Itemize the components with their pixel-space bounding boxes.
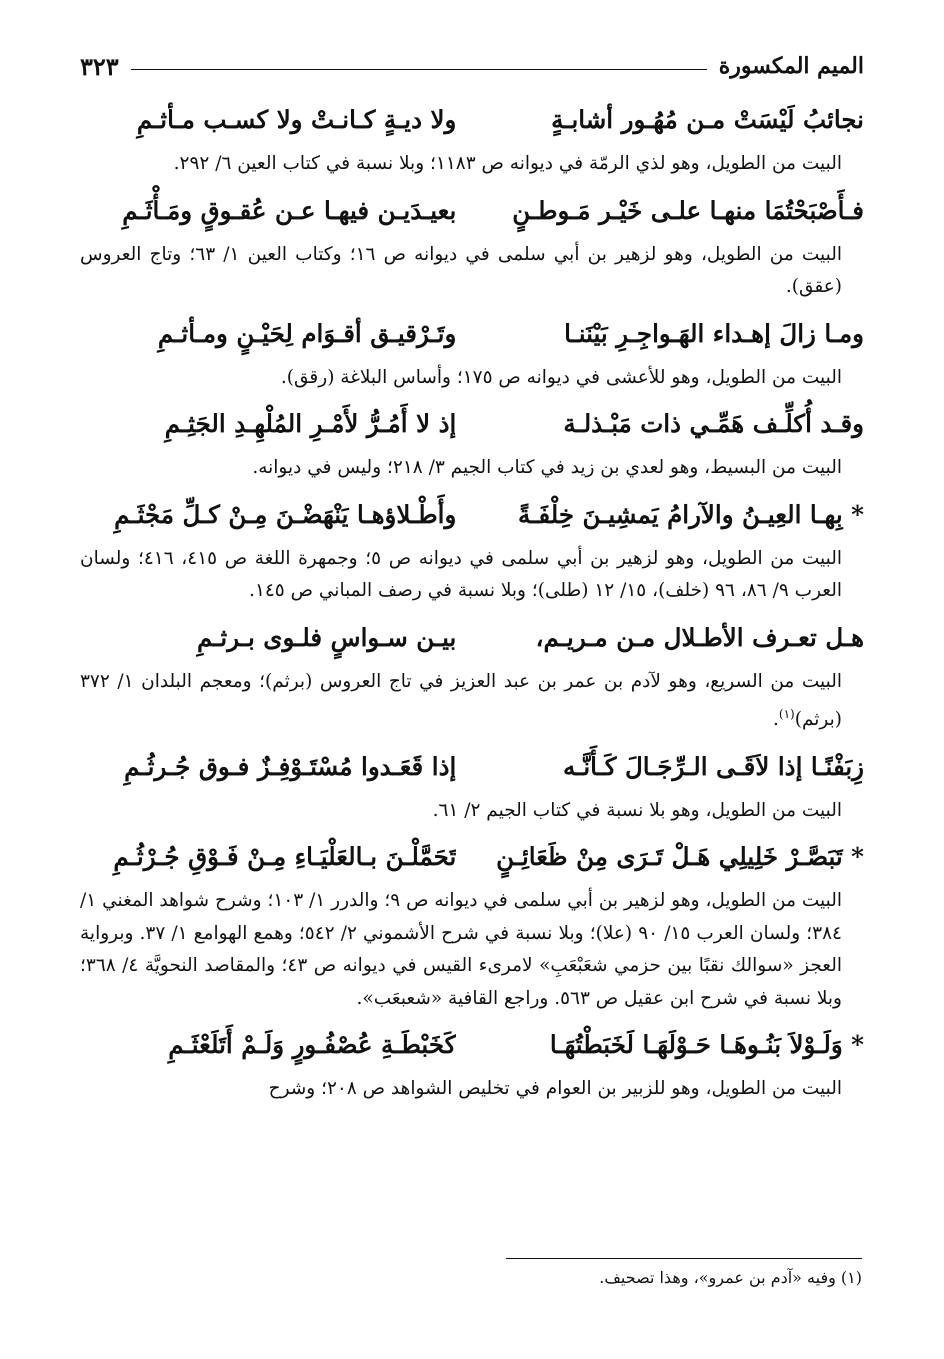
- page-body: [80, 92, 864, 1108]
- verse-second-hemistich: بيـن سـواسٍ فلـوى بـرثـمِ: [196, 622, 457, 652]
- verse-first-hemistich: هـل تعـرف الأطـلال مـن مـريـم،: [535, 622, 864, 652]
- entry-5: [80, 487, 864, 608]
- verse-first-hemistich: زِبَفْنًـا إذا لاَقَـى الـرِّجَـالَ كَـأَنَّـه: [563, 751, 864, 781]
- entry-1: [80, 92, 864, 181]
- verse: [80, 829, 864, 885]
- verse-commentary: [80, 666, 864, 737]
- verse-second-hemistich: كَخَبْطَـةِ عُصْفُـورٍ وَلَـمْ أَتَلَعْثَـمِ: [168, 1030, 457, 1060]
- verse: [80, 396, 864, 452]
- entry-3: [80, 306, 864, 395]
- chapter-title: الميم المكسورة: [718, 53, 864, 79]
- verse-second-hemistich: إذا قَعَـدوا مُسْتَـوْفِـزٌ فـوق جُـرثُـمِ: [124, 751, 457, 781]
- verse-first-hemistich: * تَبَصَّـرْ خَلِيلِي هَـلْ تَـرَى مِنْ ظَعَائِـنٍ: [496, 842, 864, 872]
- verse-second-hemistich: إذ لا أَمُـرُّ لأَمْـرِ المُلْهِـدِ الجَثِـمِ: [164, 409, 457, 438]
- entry-2: [80, 183, 864, 304]
- verse-commentary: البيت من الطويل، وهو لزهير بن أبي سلمى في ديوانه ص ٩؛ والدرر ١/ ١٠٣؛ وشرح شواهد المغني ١/ ٣٨٤؛ ولسان العرب ١٥/ ٩٠ (علا)؛ وبلا نسبة في شرح الأشموني ٢/ ٥٤٢؛ وهمع الهوامع ١/ ٣٧. وبرواية العجز «سوالك نقبًا بين حزمي شعَبْعَبِ» لامرىء القيس في ديوانه ص ٤٣؛ والمقاصد النحويَّة ٤/ ٣٦٨؛ وبلا نسبة في شرح ابن عقيل ص ٥٦٣. وراجع القافية «شعبعَب».: [80, 890, 842, 1009]
- verse: [80, 183, 864, 239]
- page-header: [80, 46, 864, 86]
- verse-second-hemistich: بعيـدَيـن فيهـا عـن عُقـوقٍ ومَـأْثَـمِ: [122, 195, 457, 225]
- entry-9: [80, 1017, 864, 1106]
- entry-6: [80, 610, 864, 737]
- verse-first-hemistich: فـأَصْبَحْتُمَا منهـا علـى خَيْـر مَـوطـنٍ: [512, 195, 864, 225]
- footnote-marker[interactable]: (١): [778, 707, 795, 721]
- verse-second-hemistich: ولا ديـةٍ كـانـتْ ولا كسـب مـأثـمِ: [136, 105, 457, 134]
- page-number: ٣٢٣: [80, 51, 119, 81]
- verse-commentary: البيت من الطويل، وهو لزهير بن أبي سلمى في ديوانه ص ٥؛ وجمهرة اللغة ص ٤١٥، ٤١٦؛ ولسان العرب ٩/ ٨٦، ٩٦ (خلف)، ١٥/ ١٢ (طلى)؛ وبلا نسبة في رصف المباني ص ١٤٥.: [80, 547, 842, 601]
- verse-commentary: البيت من الطويل، وهو للأعشى في ديوانه ص ١٧٥؛ وأساس البلاغة (رقق).: [280, 366, 842, 388]
- entry-7: [80, 739, 864, 828]
- entry-4: [80, 396, 864, 485]
- verse-first-hemistich: ومـا زالَ إهـداء الهَـواجِـرِ بَيْنَنـا: [564, 318, 864, 348]
- verse: [80, 306, 864, 362]
- commentary-tail: .: [773, 709, 779, 731]
- footnote: (١) وفيه «آدم بن عمرو»، وهذا تصحيف.: [599, 1268, 862, 1287]
- commentary-text: البيت من السريع، وهو لآدم بن عمر بن عبد العزيز في تاج العروس (برثم)؛ ومعجم البلدان ١/ ٣٧٢ (برثم): [80, 670, 842, 731]
- verse: [80, 487, 864, 543]
- verse-first-hemistich: * بِهـا العِيـنُ والآرامُ يَمشِيـنَ خِلْفَـةً: [518, 499, 864, 529]
- verse: [80, 610, 864, 666]
- verse-second-hemistich: وأَطْـلاؤهـا يَنْهَضْـنَ مِـنْ كـلِّ مَجْثَـمِ: [114, 499, 457, 529]
- verse-commentary: البيت من الطويل، وهو لزهير بن أبي سلمى في ديوانه ص ١٦؛ وكتاب العين ١/ ٦٣؛ وتاج العروس (عقق).: [80, 243, 842, 297]
- verse-first-hemistich: نجائبُ لَيْسَتْ مـن مُهُـور أشابـةٍ: [551, 105, 864, 134]
- verse: [80, 1017, 864, 1073]
- entry-8: [80, 829, 864, 1015]
- verse-commentary: البيت من البسيط، وهو لعدي بن زيد في كتاب الجيم ٣/ ٢١٨؛ وليس في ديوانه.: [252, 457, 842, 478]
- verse-first-hemistich: وقـد أُكلِّـف هَمِّـي ذات مَبْـذلـة: [563, 409, 864, 438]
- verse-commentary: البيت من الطويل، وهو لذي الرمّة في ديوانه ص ١١٨٣؛ وبلا نسبة في كتاب العين ٦/ ٢٩٢.: [173, 153, 842, 174]
- verse-commentary: البيت من الطويل، وهو للزبير بن العوام في تخليص الشواهد ص ٢٠٨؛ وشرح: [268, 1078, 842, 1100]
- header-rule: [131, 69, 707, 70]
- footnote-rule: [506, 1258, 862, 1259]
- verse: [80, 739, 864, 795]
- verse-second-hemistich: وتَـرْقيـق أقـوَام لِحَيْـنٍ ومـأثـمِ: [157, 318, 457, 348]
- verse-commentary: البيت من الطويل، وهو بلا نسبة في كتاب الجيم ٢/ ٦١.: [432, 799, 842, 821]
- verse: [80, 92, 864, 148]
- verse-first-hemistich: * وَلَـوْلاَ بَنُـوهَـا حَـوْلَهَـا لَخَبَطْتُهَـا: [549, 1030, 864, 1060]
- verse-second-hemistich: تَحَمَّلْـنَ بـالعَلْيَـاءِ مِـنْ فَـوْقِ جُـرْثُـمِ: [113, 842, 457, 872]
